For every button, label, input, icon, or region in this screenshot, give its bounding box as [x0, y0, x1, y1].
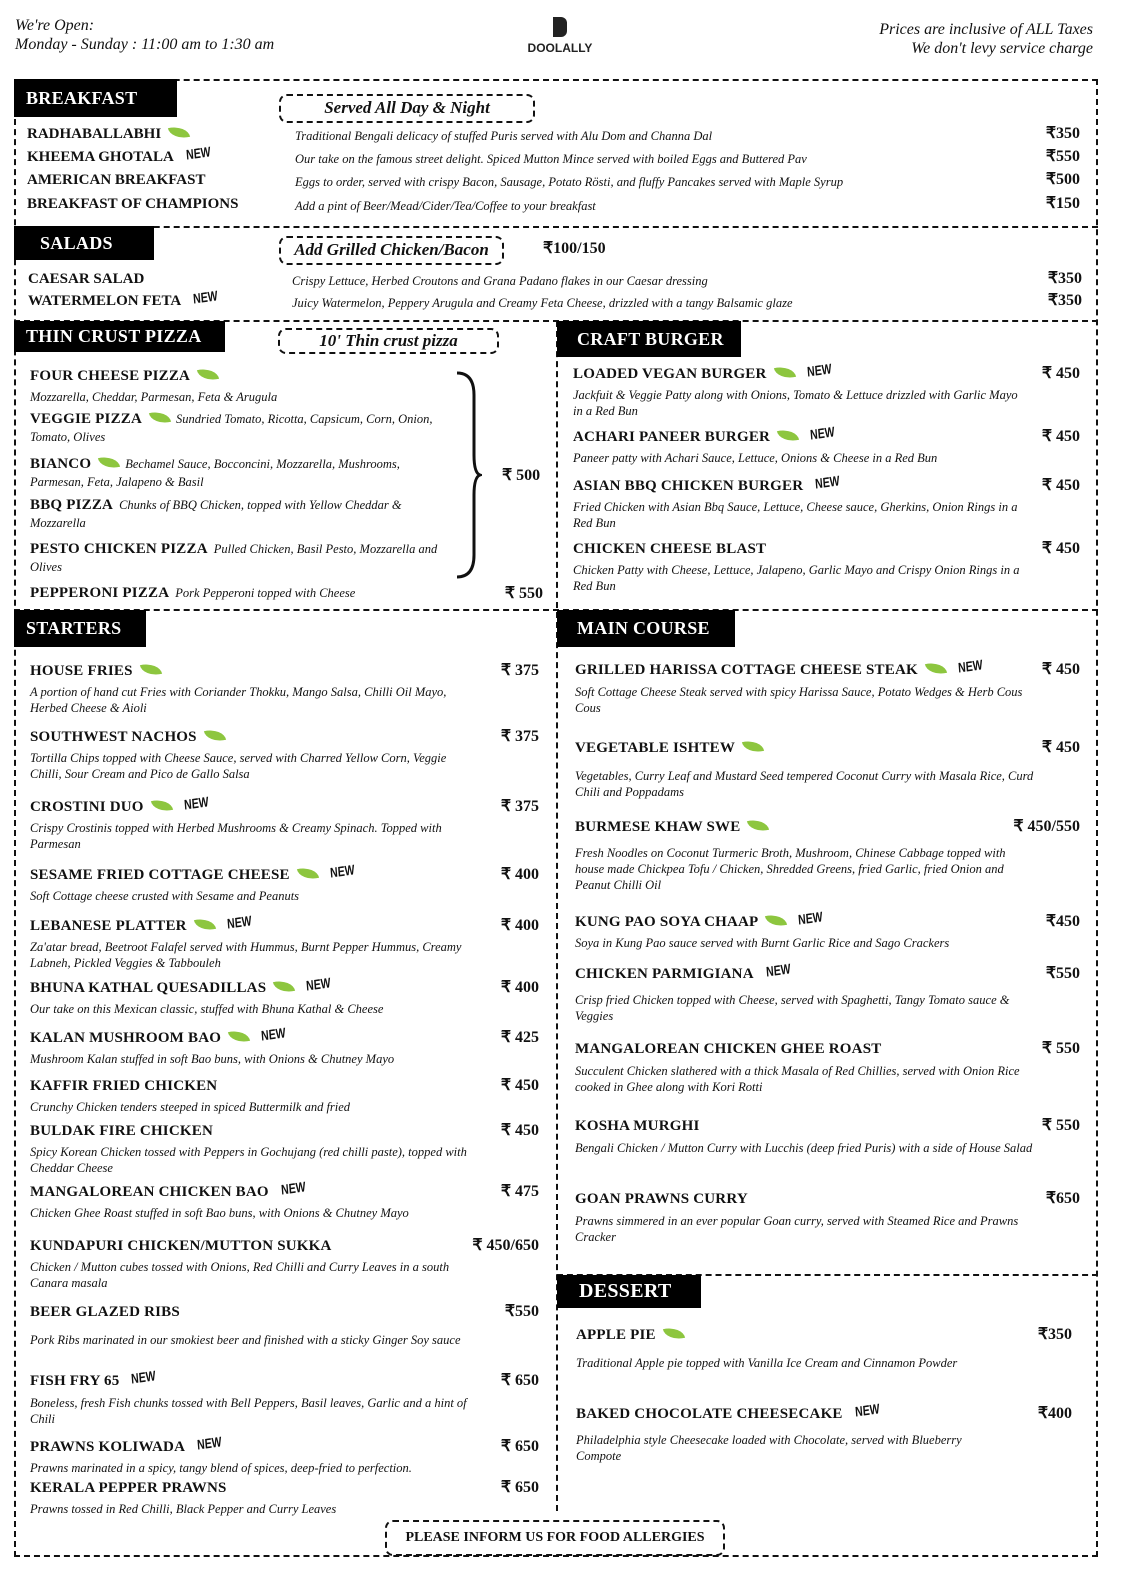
item-block — [576, 1400, 976, 1464]
item-header — [576, 1400, 976, 1424]
item-description: Chicken Patty with Cheese, Lettuce, Jalapeno, Garlic Mayo and Crispy Onion Rings in a Red Bun — [573, 563, 1020, 593]
item-block — [575, 1189, 1035, 1245]
item-price: ₹ 650 — [500, 1479, 539, 1496]
item-block — [575, 960, 1035, 1024]
item-description: Mozzarella, Cheddar, Parmesan, Feta & Arugula — [30, 390, 278, 404]
item-description: Crispy Lettuce, Herbed Croutons and Grana Padano flakes in our Caesar dressing — [292, 274, 708, 288]
section-pizza: THIN CRUST PIZZA — [14, 321, 225, 352]
item-price: ₹ 450 — [1041, 540, 1080, 557]
vegetarian-leaf-icon — [297, 865, 319, 882]
item-name: KERALA PEPPER PRAWNS — [30, 1480, 227, 1496]
item-name: LOADED VEGAN BURGER — [573, 366, 767, 382]
item-description: Jackfuit & Veggie Patty along with Onions, Tomato & Lettuce drizzled with Garlic Mayo in a Red Bun — [573, 388, 1018, 418]
item-block — [30, 793, 470, 852]
item-block — [30, 455, 450, 491]
item-header — [575, 1189, 1035, 1209]
item-block — [573, 539, 1023, 594]
item-price: ₹150 — [1045, 195, 1080, 212]
brand-name: DOOLALLY — [527, 41, 593, 55]
item-price: ₹400 — [1037, 1405, 1072, 1422]
item-description: Philadelphia style Cheesecake loaded with Chocolate, served with Blueberry Compote — [576, 1433, 962, 1463]
item-block — [30, 1302, 470, 1348]
item-name: SOUTHWEST NACHOS — [30, 729, 197, 745]
item-description: Pork Ribs marinated in our smokiest beer and finished with a sticky Ginger Soy sauce — [30, 1333, 461, 1347]
vegetarian-leaf-icon — [747, 817, 769, 834]
item-description: Fried Chicken with Asian Bbq Sauce, Lettuce, Cheese sauce, Gherkins, Onion Rings in a Red Bun — [573, 500, 1018, 530]
item-description: Vegetables, Curry Leaf and Mustard Seed tempered Coconut Curry with Masala Rice, Curd Chili and Poppadams — [575, 769, 1034, 799]
item-block — [30, 496, 450, 532]
item-price: ₹350 — [1037, 1326, 1072, 1343]
item-price: ₹ 450 — [500, 1122, 539, 1139]
item-description: Za'atar bread, Beetroot Falafel served with Hummus, Burnt Pepper Hummus, Creamy Labneh, Pickled Veggies & Tabbouleh — [30, 940, 462, 970]
item-header — [573, 360, 1023, 384]
item-name: LEBANESE PLATTER — [30, 918, 187, 934]
item-description: Eggs to order, served with crispy Bacon, Sausage, Potato Rösti, and fluffy Pancakes served with Maple Syrup — [295, 175, 844, 189]
vegetarian-leaf-icon — [149, 409, 171, 426]
item-header — [575, 1116, 1035, 1136]
tax-note — [879, 20, 1093, 58]
item-name: VEGGIE PIZZA — [30, 411, 143, 427]
item-price: ₹ 375 — [500, 728, 539, 745]
item-description: Tortilla Chips topped with Cheese Sauce, served with Charred Yellow Corn, Veggie Chilli, Sour Cream and Pico de Gallo Salsa — [30, 751, 447, 781]
item-block — [575, 656, 1035, 716]
item-name: MANGALOREAN CHICKEN BAO — [30, 1184, 269, 1200]
item-name: FOUR CHEESE PIZZA — [30, 368, 191, 384]
item-name-text: KHEEMA GHOTALA — [27, 149, 174, 165]
item-price: ₹ 375 — [500, 798, 539, 815]
vegetarian-leaf-icon — [925, 660, 947, 677]
item-name: PESTO CHICKEN PIZZA — [30, 541, 208, 557]
item-block — [30, 861, 470, 904]
item-block — [573, 472, 1023, 531]
item-description: Bengali Chicken / Mutton Curry with Lucchis (deep fried Puris) with a side of House Salad — [575, 1141, 1033, 1155]
item-header — [573, 539, 1023, 559]
item-header — [30, 974, 470, 998]
item-header — [575, 738, 1035, 758]
item-price: ₹ 400 — [500, 866, 539, 883]
new-badge: NEW — [329, 861, 355, 881]
item-description: Spicy Korean Chicken tossed with Peppers in Gochujang (red chilli paste), topped with Cheddar Cheese — [30, 1145, 467, 1175]
vegetarian-leaf-icon — [168, 124, 190, 141]
pizza-group-price: ₹ 500 — [502, 467, 541, 484]
item-name: ASIAN BBQ CHICKEN BURGER — [573, 478, 804, 494]
item-block — [576, 1325, 976, 1371]
item-name: KUNDAPURI CHICKEN/MUTTON SUKKA — [30, 1238, 332, 1254]
item-name: VEGETABLE ISHTEW — [575, 740, 736, 756]
item-name: SESAME FRIED COTTAGE CHEESE — [30, 867, 290, 883]
item-header — [30, 727, 470, 747]
brand-logo — [520, 17, 600, 55]
item-header — [30, 1178, 470, 1202]
item-block — [30, 974, 470, 1017]
item-price: ₹350 — [1045, 125, 1080, 142]
item-block — [30, 366, 450, 405]
item-block — [30, 1478, 470, 1517]
item-header — [573, 423, 1023, 447]
item-block — [30, 912, 470, 971]
item-price: ₹ 450 — [1041, 477, 1080, 494]
item-description: Soya in Kung Pao sauce served with Burnt Garlic Rice and Sago Crackers — [575, 936, 950, 950]
new-badge: NEW — [797, 908, 824, 928]
allergy-notice: PLEASE INFORM US FOR FOOD ALLERGIES — [385, 1520, 725, 1556]
item-description: Mushroom Kalan stuffed in soft Bao buns, with Onions & Chutney Mayo — [30, 1052, 395, 1066]
new-badge: NEW — [854, 1400, 880, 1420]
item-header — [30, 1433, 470, 1457]
item-header — [30, 1478, 470, 1498]
item-description: Chicken Ghee Roast stuffed in soft Bao buns, with Onions & Chutney Mayo — [30, 1206, 409, 1220]
item-block — [30, 1076, 470, 1115]
item-block — [30, 1236, 470, 1291]
item-price: ₹ 375 — [500, 662, 539, 679]
item-name: BULDAK FIRE CHICKEN — [30, 1123, 213, 1139]
item-header — [575, 908, 1035, 932]
item-price: ₹ 550 — [1041, 1040, 1080, 1057]
item-header — [30, 1236, 470, 1256]
item-description: Add a pint of Beer/Mead/Cider/Tea/Coffee to your breakfast — [295, 199, 596, 213]
item-description: Bechamel Sauce, Bocconcini, Mozzarella, Mushrooms, Parmesan, Feta, Jalapeno & Basil — [30, 457, 400, 489]
item-price: ₹ 650 — [500, 1438, 539, 1455]
item-block — [575, 1116, 1035, 1156]
item-name: KOSHA MURGHI — [575, 1118, 700, 1134]
item-description: Traditional Apple pie topped with Vanilla Ice Cream and Cinnamon Powder — [576, 1356, 958, 1370]
new-badge: NEW — [806, 360, 832, 380]
item-price: ₹650 — [1045, 1190, 1080, 1207]
item-block — [575, 1039, 1035, 1095]
item-block — [30, 727, 470, 782]
item-price: ₹ 400 — [500, 917, 539, 934]
item-name-text: BREAKFAST OF CHAMPIONS — [27, 196, 239, 212]
item-price: ₹500 — [1045, 171, 1080, 188]
item-price: ₹550 — [1045, 965, 1080, 982]
item-name: KALAN MUSHROOM BAO — [30, 1030, 222, 1046]
item-price: ₹ 450 — [1041, 428, 1080, 445]
item-block — [573, 423, 1023, 466]
item-block — [30, 1367, 470, 1427]
item-name: HOUSE FRIES — [30, 663, 133, 679]
vegetarian-leaf-icon — [204, 727, 226, 744]
item-name: BURMESE KHAW SWE — [575, 819, 741, 835]
item-description: Prawns marinated in a spicy, tangy blend of spices, deep-fried to perfection. — [30, 1461, 412, 1475]
item-description: Traditional Bengali delicacy of stuffed Puris served with Alu Dom and Channa Dal — [295, 129, 713, 143]
item-block — [573, 360, 1023, 419]
item-name-text: RADHABALLABHI — [27, 126, 162, 142]
new-badge: NEW — [280, 1178, 306, 1198]
divider — [14, 226, 1098, 228]
item-description: Our take on the famous street delight. Spiced Mutton Mince served with boiled Eggs and Buttered Pav — [295, 152, 807, 166]
item-description: Paneer patty with Achari Sauce, Lettuce, Onions & Cheese in a Red Bun — [573, 451, 938, 465]
opening-hours — [15, 16, 274, 54]
item-header — [575, 817, 1035, 837]
item-block — [30, 584, 450, 602]
item-block — [30, 1024, 470, 1067]
item-price: ₹ 450 — [500, 1077, 539, 1094]
vegetarian-leaf-icon — [151, 797, 173, 814]
new-badge: NEW — [226, 912, 252, 932]
item-block — [30, 1433, 470, 1476]
item-name: PRAWNS KOLIWADA — [30, 1439, 186, 1455]
item-header — [30, 496, 450, 532]
item-name: FISH FRY 65 — [30, 1373, 120, 1389]
new-badge: NEW — [130, 1367, 157, 1387]
section-starters: STARTERS — [14, 610, 146, 647]
new-badge: NEW — [814, 472, 841, 492]
item-name: BIANCO — [30, 456, 92, 472]
salads-note-price: ₹100/150 — [543, 240, 606, 257]
item-header — [30, 1121, 470, 1141]
item-price: ₹ 450/650 — [472, 1237, 539, 1254]
item-description: Our take on this Mexican classic, stuffed with Bhuna Kathal & Cheese — [30, 1002, 384, 1016]
item-name: KUNG PAO SOYA CHAAP — [575, 914, 759, 930]
logo-icon — [553, 17, 567, 37]
item-name: PEPPERONI PIZZA — [30, 585, 170, 601]
item-header — [575, 656, 1035, 680]
item-price: ₹ 550 — [1041, 1117, 1080, 1134]
item-name — [28, 269, 144, 289]
item-block — [575, 738, 1035, 800]
item-description: Juicy Watermelon, Peppery Arugula and Creamy Feta Cheese, drizzled with a tangy Balsamic glaze — [292, 296, 793, 310]
item-name — [27, 170, 205, 190]
new-badge: NEW — [260, 1024, 287, 1044]
new-badge: NEW — [196, 1433, 223, 1453]
open-label: We're Open: — [15, 17, 95, 34]
item-description: Fresh Noodles on Coconut Turmeric Broth, Mushroom, Chinese Cabbage topped with house made Chickpea Tofu / Chicken, Shredded Greens, fried Garlic, fried Onion and Peanut Chilli Oil — [575, 846, 1006, 892]
item-header — [30, 410, 450, 446]
new-badge: NEW — [305, 974, 332, 994]
item-name: BEER GLAZED RIBS — [30, 1304, 180, 1320]
section-dessert: DESSERT — [557, 1275, 701, 1308]
item-name: CHICKEN PARMIGIANA — [575, 966, 754, 982]
column-divider — [556, 321, 558, 1511]
item-header — [30, 1024, 470, 1048]
item-name: GOAN PRAWNS CURRY — [575, 1191, 748, 1207]
item-block — [575, 817, 1035, 893]
service-text: We don't levy service charge — [911, 40, 1093, 57]
item-name: KAFFIR FRIED CHICKEN — [30, 1078, 218, 1094]
item-price: ₹ 450 — [1041, 365, 1080, 382]
breakfast-note: Served All Day & Night — [279, 94, 535, 123]
item-name-text: AMERICAN BREAKFAST — [27, 172, 206, 188]
item-header — [575, 960, 1035, 984]
vegetarian-leaf-icon — [773, 364, 795, 381]
item-price: ₹350 — [1047, 270, 1082, 287]
vegetarian-leaf-icon — [742, 738, 764, 755]
item-name — [27, 143, 215, 167]
item-name: ACHARI PANEER BURGER — [573, 429, 771, 445]
item-price: ₹ 400 — [500, 979, 539, 996]
item-header — [30, 912, 470, 936]
vegetarian-leaf-icon — [197, 366, 219, 383]
item-price: ₹ 425 — [500, 1029, 539, 1046]
item-price: ₹ 475 — [500, 1183, 539, 1200]
item-description: Boneless, fresh Fish chunks tossed with Bell Peppers, Basil leaves, Garlic and a hint of Chili — [30, 1396, 467, 1426]
item-description: Crisp fried Chicken topped with Cheese, served with Spaghetti, Tangy Tomato sauce & Veggies — [575, 993, 1010, 1023]
section-salads: SALADS — [14, 226, 154, 260]
item-description: Chunks of BBQ Chicken, topped with Yellow Cheddar & Mozzarella — [30, 498, 402, 530]
item-header — [30, 455, 450, 491]
item-price: ₹ 550 — [504, 585, 543, 602]
item-description: A portion of hand cut Fries with Coriander Thokku, Mango Salsa, Chilli Oil Mayo, Herbed Cheese & Aioli — [30, 685, 447, 715]
item-block — [575, 908, 1035, 951]
item-block — [30, 540, 450, 576]
section-main-course: MAIN COURSE — [557, 610, 735, 647]
new-badge: NEW — [192, 287, 219, 307]
item-description: Sundried Tomato, Ricotta, Capsicum, Corn, Onion, Tomato, Olives — [30, 412, 433, 444]
item-header — [30, 540, 450, 576]
item-price: ₹ 450 — [1041, 661, 1080, 678]
new-badge: NEW — [765, 960, 791, 980]
item-name: BBQ PIZZA — [30, 497, 114, 513]
item-price: ₹550 — [1045, 148, 1080, 165]
item-block — [30, 410, 450, 446]
vegetarian-leaf-icon — [140, 661, 162, 678]
item-price: ₹450 — [1045, 913, 1080, 930]
hours-text: Monday - Sunday : 11:00 am to 1:30 am — [15, 36, 275, 53]
vegetarian-leaf-icon — [98, 454, 120, 471]
vegetarian-leaf-icon — [777, 427, 799, 444]
item-description: Pork Pepperoni topped with Cheese — [175, 586, 356, 600]
item-block — [30, 1121, 470, 1176]
item-header — [30, 1302, 470, 1322]
item-header — [576, 1325, 976, 1345]
brace-icon — [452, 370, 482, 580]
item-name: GRILLED HARISSA COTTAGE CHEESE STEAK — [575, 662, 918, 678]
item-name — [27, 194, 238, 214]
item-header — [30, 1076, 470, 1096]
item-block — [30, 1178, 470, 1221]
pizza-note: 10' Thin crust pizza — [278, 328, 499, 354]
item-price: ₹350 — [1047, 292, 1082, 309]
item-name: CHICKEN CHEESE BLAST — [573, 541, 767, 557]
item-block — [30, 661, 470, 716]
item-header — [30, 1367, 470, 1391]
vegetarian-leaf-icon — [663, 1325, 685, 1342]
new-badge: NEW — [957, 656, 984, 676]
vegetarian-leaf-icon — [273, 978, 295, 995]
item-header — [30, 584, 450, 602]
item-description: Crunchy Chicken tenders steeped in spiced Buttermilk and fried — [30, 1100, 351, 1114]
item-description: Pulled Chicken, Basil Pesto, Mozzarella and Olives — [30, 542, 438, 574]
item-name-text: CAESAR SALAD — [28, 271, 145, 287]
item-description: Prawns tossed in Red Chilli, Black Pepper and Curry Leaves — [30, 1502, 337, 1516]
item-name-text: WATERMELON FETA — [28, 293, 182, 309]
item-description: Succulent Chicken slathered with a thick Masala of Red Chillies, served with Onion Rice cooked in Ghee along with Kori Rotti — [575, 1064, 1020, 1094]
vegetarian-leaf-icon — [228, 1028, 250, 1045]
item-header — [30, 661, 470, 681]
item-description: Chicken / Mutton cubes tossed with Onions, Red Chilli and Curry Leaves in a south Canara masala — [30, 1260, 450, 1290]
item-description: Soft Cottage cheese crusted with Sesame and Peanuts — [30, 889, 300, 903]
new-badge: NEW — [183, 793, 209, 813]
item-description: Prawns simmered in an ever popular Goan curry, served with Steamed Rice and Prawns Cracker — [575, 1214, 1019, 1244]
item-header — [573, 472, 1023, 496]
section-breakfast: BREAKFAST — [14, 79, 177, 117]
new-badge: NEW — [809, 423, 836, 443]
new-badge: NEW — [185, 143, 211, 163]
item-name: BHUNA KATHAL QUESADILLAS — [30, 980, 267, 996]
item-header — [575, 1039, 1035, 1059]
item-name: APPLE PIE — [576, 1327, 656, 1343]
tax-text: Prices are inclusive of ALL Taxes — [879, 21, 1093, 38]
item-price: ₹ 450/550 — [1013, 818, 1080, 835]
section-burger: CRAFT BURGER — [557, 321, 741, 357]
item-name — [27, 124, 189, 144]
vegetarian-leaf-icon — [194, 916, 216, 933]
salads-note: Add Grilled Chicken/Bacon — [279, 236, 504, 265]
item-header — [30, 793, 470, 817]
item-name: CROSTINI DUO — [30, 799, 144, 815]
vegetarian-leaf-icon — [765, 912, 787, 929]
item-price: ₹ 450 — [1041, 739, 1080, 756]
item-price: ₹ 650 — [500, 1372, 539, 1389]
item-name — [28, 287, 222, 311]
item-description: Crispy Crostinis topped with Herbed Mushrooms & Creamy Spinach. Topped with Parmesan — [30, 821, 442, 851]
item-name: BAKED CHOCOLATE CHEESECAKE — [576, 1406, 843, 1422]
item-header — [30, 861, 470, 885]
item-header — [30, 366, 450, 386]
item-description: Soft Cottage Cheese Steak served with spicy Harissa Sauce, Potato Wedges & Herb Cous Cous — [575, 685, 1023, 715]
item-price: ₹550 — [504, 1303, 539, 1320]
item-name: MANGALOREAN CHICKEN GHEE ROAST — [575, 1041, 882, 1057]
